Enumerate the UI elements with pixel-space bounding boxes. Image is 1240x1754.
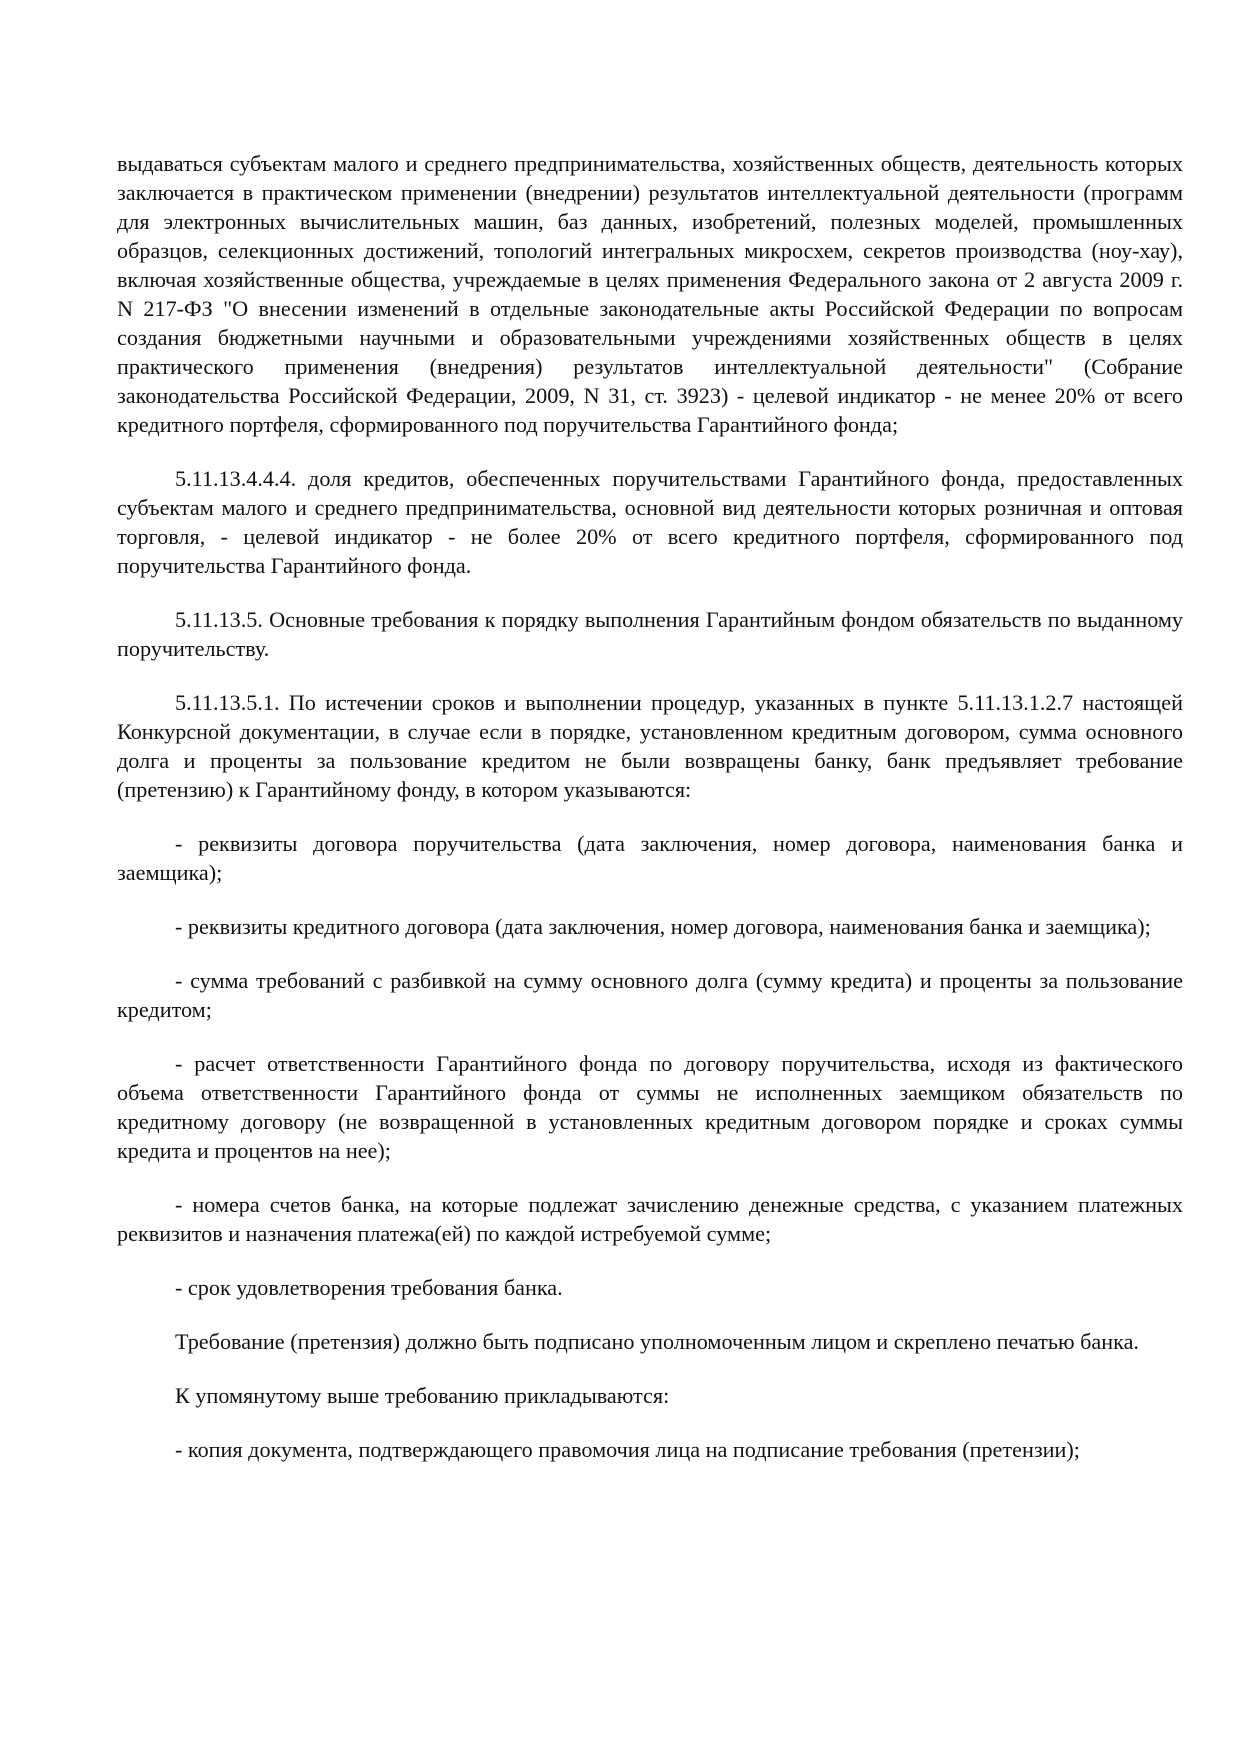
list-item-guarantee-details: - реквизиты договора поручительства (дата заключения, номер договора, наименования банка и заемщика); — [117, 831, 1183, 885]
list-item-liability-calculation: - расчет ответственности Гарантийного фонда по договору поручительства, исходя из фактического объема ответственности Гарантийного фонда от суммы не исполненных заемщиком обязательств по кредитному договору (не возвращенной в установленных кредитным договором порядке и сроках суммы кредита и процентов на нее); — [117, 1051, 1183, 1163]
list-item-deadline: - срок удовлетворения требования банка. — [175, 1275, 563, 1300]
list-item-claim-amount: - сумма требований с разбивкой на сумму основного долга (сумму кредита) и проценты за пользование кредитом; — [117, 968, 1183, 1022]
paragraph-5-11-13-5-1: 5.11.13.5.1. По истечении сроков и выполнении процедур, указанных в пункте 5.11.13.1.2.7 настоящей Конкурсной документации, в случае если в порядке, установленном кредитным договором, сумма основного долга и проценты за пользование кредитом не были возвращены банку, банк предъявляет требование (претензию) к Гарантийному фонду, в котором указываются: — [117, 690, 1183, 802]
paragraph-attachments-intro: К упомянутому выше требованию прикладываются: — [175, 1383, 670, 1408]
paragraph-5-11-13-5: 5.11.13.5. Основные требования к порядку выполнения Гарантийным фондом обязательств по выданному поручительству. — [117, 607, 1183, 661]
document-page — [117, 149, 1183, 1489]
list-item-authority-copy: - копия документа, подтверждающего правомочия лица на подписание требования (претензии); — [175, 1437, 1080, 1462]
paragraph-continuation: выдаваться субъектам малого и среднего предпринимательства, хозяйственных обществ, деятельность которых заключается в практическом применении (внедрении) результатов интеллектуальной деятельности (программ для электронных вычислительных машин, баз данных, изобретений, полезных моделей, промышленных образцов, селекционных достижений, топологий интегральных микросхем, секретов производства (ноу-хау), включая хозяйственные общества, учреждаемые в целях применения Федерального закона от 2 августа 2009 г. N 217-ФЗ "О внесении изменений в отдельные законодательные акты Российской Федерации по вопросам создания бюджетными научными и образовательными учреждениями хозяйственных обществ в целях практического применения (внедрения) результатов интеллектуальной деятельности" (Собрание законодательства Российской Федерации, 2009, N 31, ст. 3923) - целевой индикатор - не менее 20% от всего кредитного портфеля, сформированного под поручительства Гарантийного фонда; — [117, 151, 1183, 437]
list-item-bank-accounts: - номера счетов банка, на которые подлежат зачислению денежные средства, с указанием платежных реквизитов и назначения платежа(ей) по каждой истребуемой сумме; — [117, 1192, 1183, 1246]
paragraph-signature-requirement: Требование (претензия) должно быть подписано уполномоченным лицом и скреплено печатью банка. — [175, 1329, 1139, 1354]
paragraph-5-11-13-4-4-4: 5.11.13.4.4.4. доля кредитов, обеспеченных поручительствами Гарантийного фонда, предоставленных субъектам малого и среднего предпринимательства, основной вид деятельности которых розничная и оптовая торговля, - целевой индикатор - не более 20% от всего кредитного портфеля, сформированного под поручительства Гарантийного фонда. — [117, 466, 1183, 578]
list-item-credit-details: - реквизиты кредитного договора (дата заключения, номер договора, наименования банка и заемщика); — [175, 914, 1151, 939]
